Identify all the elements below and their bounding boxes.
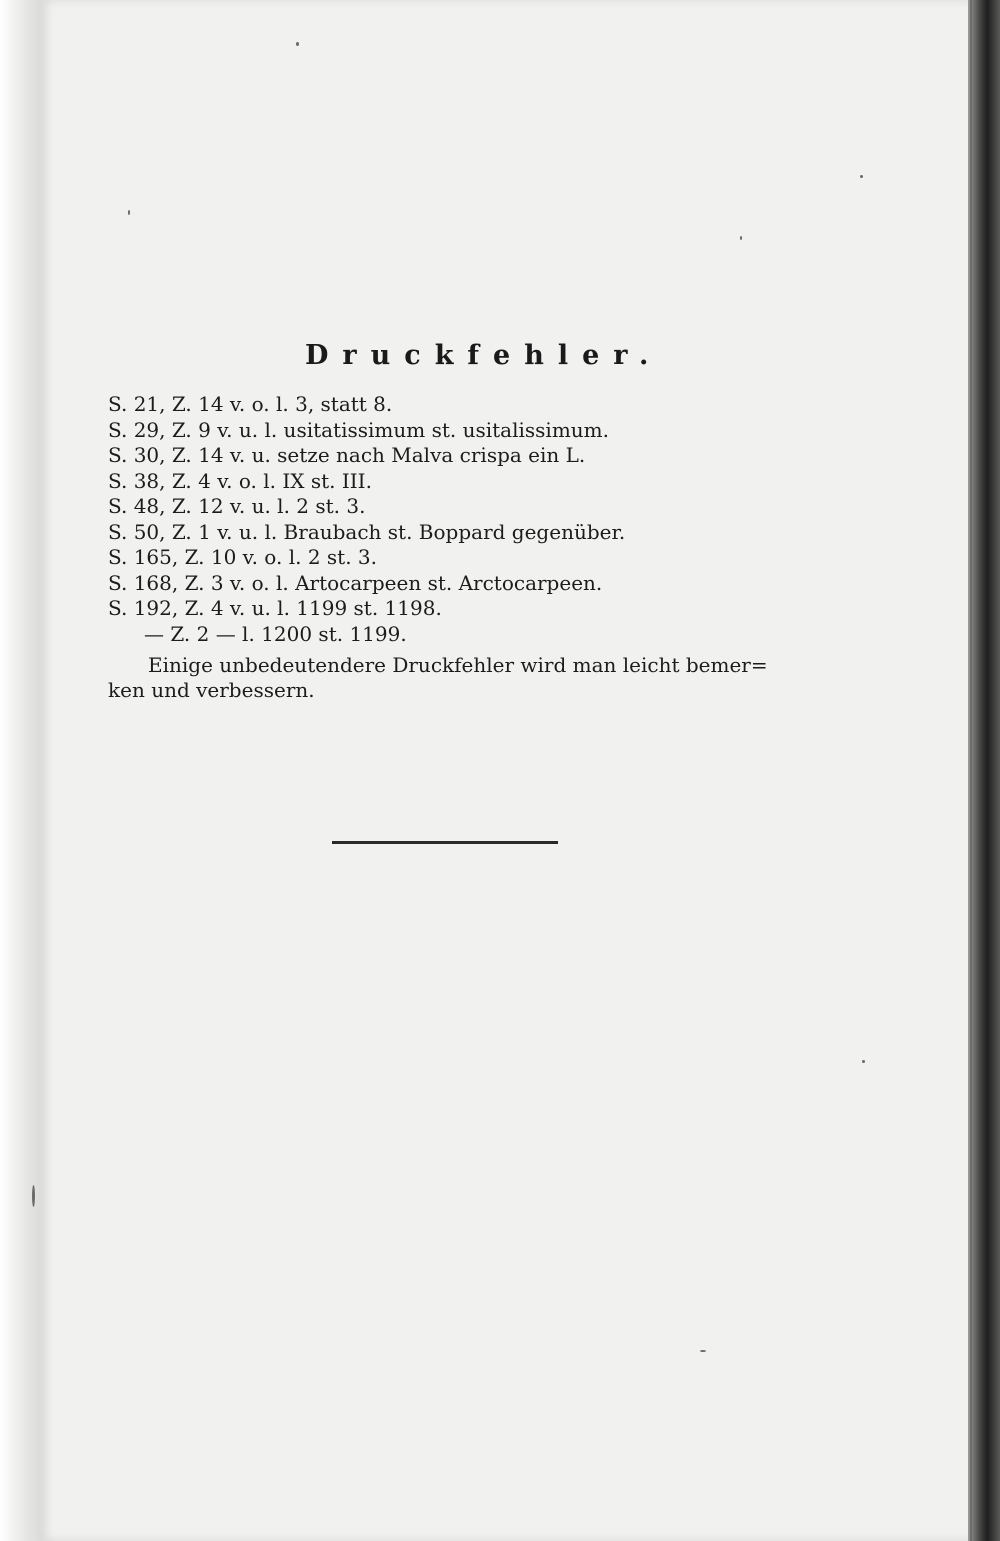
page-edge-line	[970, 0, 972, 1541]
paper-speck	[128, 210, 130, 215]
errata-entry: — Z. 2 — l. 1200 st. 1199.	[144, 621, 407, 646]
errata-entry: S. 165, Z. 10 v. o. l. 2 st. 3.	[108, 545, 377, 569]
errata-list	[108, 392, 798, 647]
errata-note	[108, 653, 798, 703]
paper-speck	[740, 236, 742, 240]
errata-entry: S. 50, Z. 1 v. u. l. Braubach st. Boppard gegenüber.	[108, 519, 626, 544]
errata-entry: S. 48, Z. 12 v. u. l. 2 st. 3.	[108, 494, 366, 518]
paper-speck	[860, 175, 863, 178]
errata-entry: S. 21, Z. 14 v. o. l. 3, statt 8.	[108, 392, 393, 416]
end-rule	[332, 841, 558, 844]
page-paper	[40, 0, 970, 1541]
paper-speck	[296, 42, 299, 46]
paper-speck	[700, 1350, 706, 1352]
page-gutter-shadow	[0, 0, 44, 1541]
errata-entry: S. 168, Z. 3 v. o. l. Artocarpeen st. Arctocarpeen.	[108, 570, 603, 595]
page-edge	[968, 0, 1000, 1541]
paper-speck	[32, 1185, 35, 1207]
errata-entry: S. 30, Z. 14 v. u. setze nach Malva crispa ein L.	[108, 443, 586, 467]
note-line: Einige unbedeutendere Druckfehler wird man leicht bemer=	[148, 653, 768, 677]
note-line: ken und verbessern.	[108, 678, 315, 702]
errata-entry: S. 192, Z. 4 v. u. l. 1199 st. 1198.	[108, 596, 442, 620]
errata-entry: S. 38, Z. 4 v. o. l. IX st. III.	[108, 468, 372, 493]
paper-speck	[862, 1060, 865, 1063]
errata-entry: S. 29, Z. 9 v. u. l. usitatissimum st. usitalissimum.	[108, 417, 609, 442]
errata-heading: Druckfehler.	[305, 340, 663, 371]
